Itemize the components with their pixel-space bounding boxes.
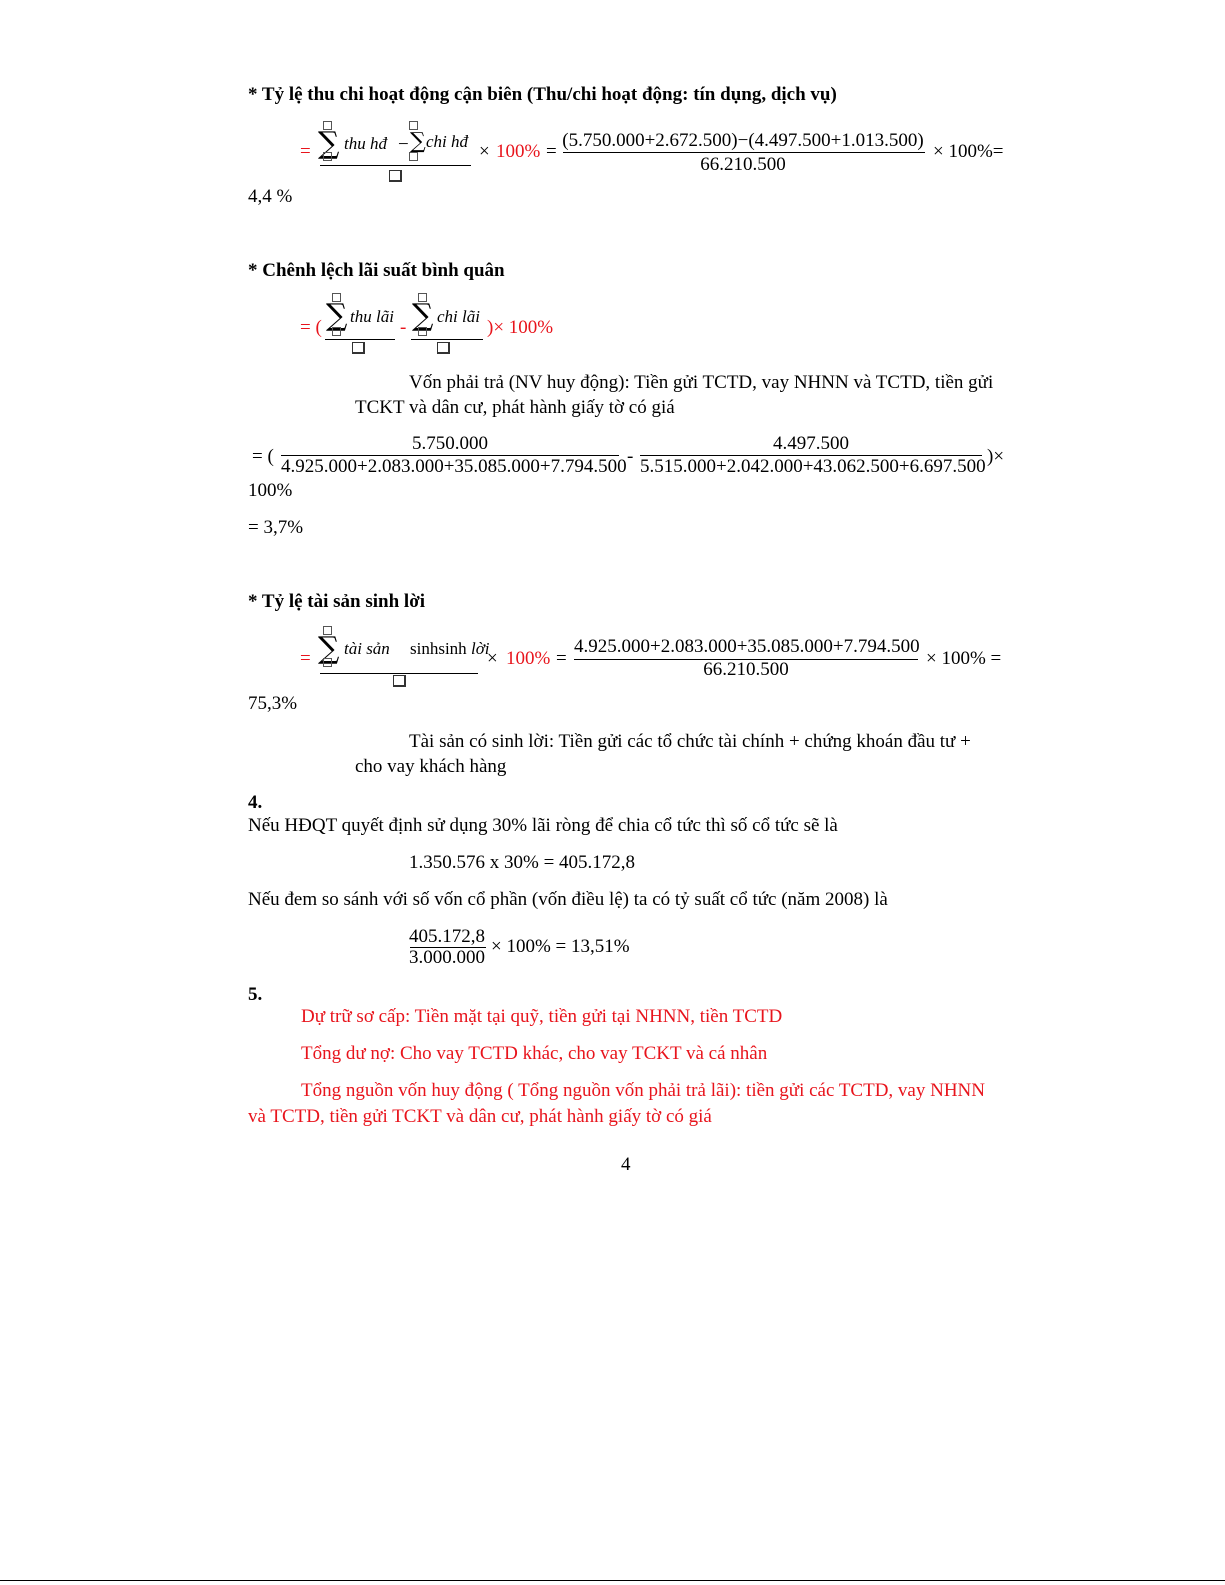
minus-sign: -	[400, 317, 407, 338]
fraction-denominator: 3.000.000	[409, 947, 485, 968]
placeholder-box-icon	[332, 327, 341, 336]
close-times: )×	[987, 446, 1005, 467]
percent-100: 100%	[496, 141, 541, 162]
sigma-icon: ∑	[318, 126, 340, 161]
page-number: 4	[621, 1154, 631, 1175]
placeholder-box-icon	[389, 170, 402, 182]
fraction-bar	[411, 339, 483, 340]
equals-sign: =	[300, 648, 311, 669]
dividend-text-line-1: Nếu HĐQT quyết định sử dụng 30% lãi ròng để chia cổ tức thì số cổ tức sẽ là	[248, 815, 838, 836]
times-100-result: × 100% = 13,51%	[491, 936, 630, 957]
times-sign: ×	[479, 141, 490, 162]
placeholder-box-icon	[393, 675, 406, 687]
fraction-numerator: 5.750.000	[412, 433, 488, 454]
term-loi: lời	[471, 639, 490, 658]
heading-margin-ratio: * Tỷ lệ thu chi hoạt động cận biên (Thu/chi hoạt động: tín dụng, dịch vụ)	[248, 84, 837, 105]
heading-earning-assets: * Tỷ lệ tài sản sinh lời	[248, 591, 425, 612]
equals-open-paren: = (	[252, 446, 274, 467]
equals-sign: =	[300, 141, 311, 162]
placeholder-box-icon	[418, 327, 427, 336]
fraction-numerator: 405.172,8	[409, 926, 485, 947]
fraction-numerator: (5.750.000+2.672.500)−(4.497.500+1.013.500)	[562, 130, 924, 151]
fraction-denominator: 4.925.000+2.083.000+35.085.000+7.794.500	[281, 456, 627, 477]
placeholder-box-icon	[409, 152, 418, 161]
times-100-percent: × 100%=	[933, 141, 1004, 162]
term-chi-hd: chi hđ	[426, 132, 469, 151]
total-funding-text-line-1: Tổng nguồn vốn huy động ( Tổng nguồn vốn phải trả lãi): tiền gửi các TCTD, vay NHNN	[301, 1080, 985, 1101]
fraction-bar	[563, 152, 925, 153]
result-margin-ratio: 4,4 %	[248, 186, 293, 207]
section-number-5: 5.	[248, 984, 263, 1005]
fraction-bar	[320, 673, 478, 674]
placeholder-box-icon	[323, 658, 332, 667]
fraction-denominator: 66.210.500	[703, 659, 789, 680]
times-100-percent: × 100% =	[926, 648, 1002, 669]
minus-sign: −	[398, 134, 409, 155]
dividend-text-line-2: Nếu đem so sánh với số vốn cổ phần (vốn điều lệ) ta có tỷ suất cổ tức (năm 2008) là	[248, 889, 888, 910]
sigma-icon: ∑	[410, 129, 426, 154]
term-tai-san: tài sản	[344, 639, 390, 658]
placeholder-box-icon	[323, 152, 332, 161]
fraction-numerator: 4.497.500	[773, 433, 849, 454]
result-earning-assets: 75,3%	[248, 693, 298, 714]
placeholder-box-icon	[352, 342, 365, 354]
fraction-denominator: 66.210.500	[700, 154, 786, 175]
note-earning-assets-line-1: Tài sản có sinh lời: Tiền gửi các tổ chức tài chính + chứng khoán đầu tư +	[409, 731, 971, 752]
primary-reserve-text: Dự trữ sơ cấp: Tiền mặt tại quỹ, tiền gửi tại NHNN, tiền TCTD	[301, 1006, 783, 1027]
result-interest-spread: = 3,7%	[248, 517, 304, 538]
fraction-bar	[320, 165, 471, 166]
times-sign: ×	[487, 648, 498, 669]
term-thu-lai: thu lãi	[350, 307, 394, 326]
sigma-icon: ∑	[412, 298, 434, 333]
close-times-100: )× 100%	[487, 317, 554, 338]
sigma-icon: ∑	[318, 631, 340, 666]
term-chi-lai: chi lãi	[437, 307, 480, 326]
heading-interest-spread: * Chênh lệch lãi suất bình quân	[248, 260, 505, 281]
percent-100: 100%	[506, 648, 551, 669]
minus-sign: -	[627, 446, 634, 467]
placeholder-box-icon	[437, 342, 450, 354]
page-bottom-border	[0, 1580, 1225, 1581]
total-loans-text: Tổng dư nợ: Cho vay TCTD khác, cho vay TCKT và cá nhân	[301, 1043, 768, 1064]
term-sinhsinh: sinhsinh	[410, 639, 467, 658]
note-earning-assets-line-2: cho vay khách hàng	[355, 756, 507, 777]
note-liabilities-line-1: Vốn phải trả (NV huy động): Tiền gửi TCTD, vay NHNN và TCTD, tiền gửi	[409, 372, 994, 393]
equals-sign: =	[546, 141, 557, 162]
total-funding-text-line-2: và TCTD, tiền gửi TCKT và dân cư, phát hành giấy tờ có giá	[248, 1106, 712, 1127]
fraction-denominator: 5.515.000+2.042.000+43.062.500+6.697.500	[640, 456, 986, 477]
equals-sign: =	[556, 648, 567, 669]
equals-open-paren: = (	[300, 317, 322, 338]
percent-100: 100%	[248, 480, 293, 501]
note-liabilities-line-2: TCKT và dân cư, phát hành giấy tờ có giá	[355, 397, 675, 418]
sigma-icon: ∑	[326, 298, 348, 333]
section-number-4: 4.	[248, 792, 263, 813]
term-thu-hd: thu hđ	[344, 134, 387, 153]
fraction-numerator: 4.925.000+2.083.000+35.085.000+7.794.500	[574, 636, 920, 657]
dividend-calculation: 1.350.576 x 30% = 405.172,8	[409, 852, 636, 873]
fraction-bar	[325, 339, 395, 340]
